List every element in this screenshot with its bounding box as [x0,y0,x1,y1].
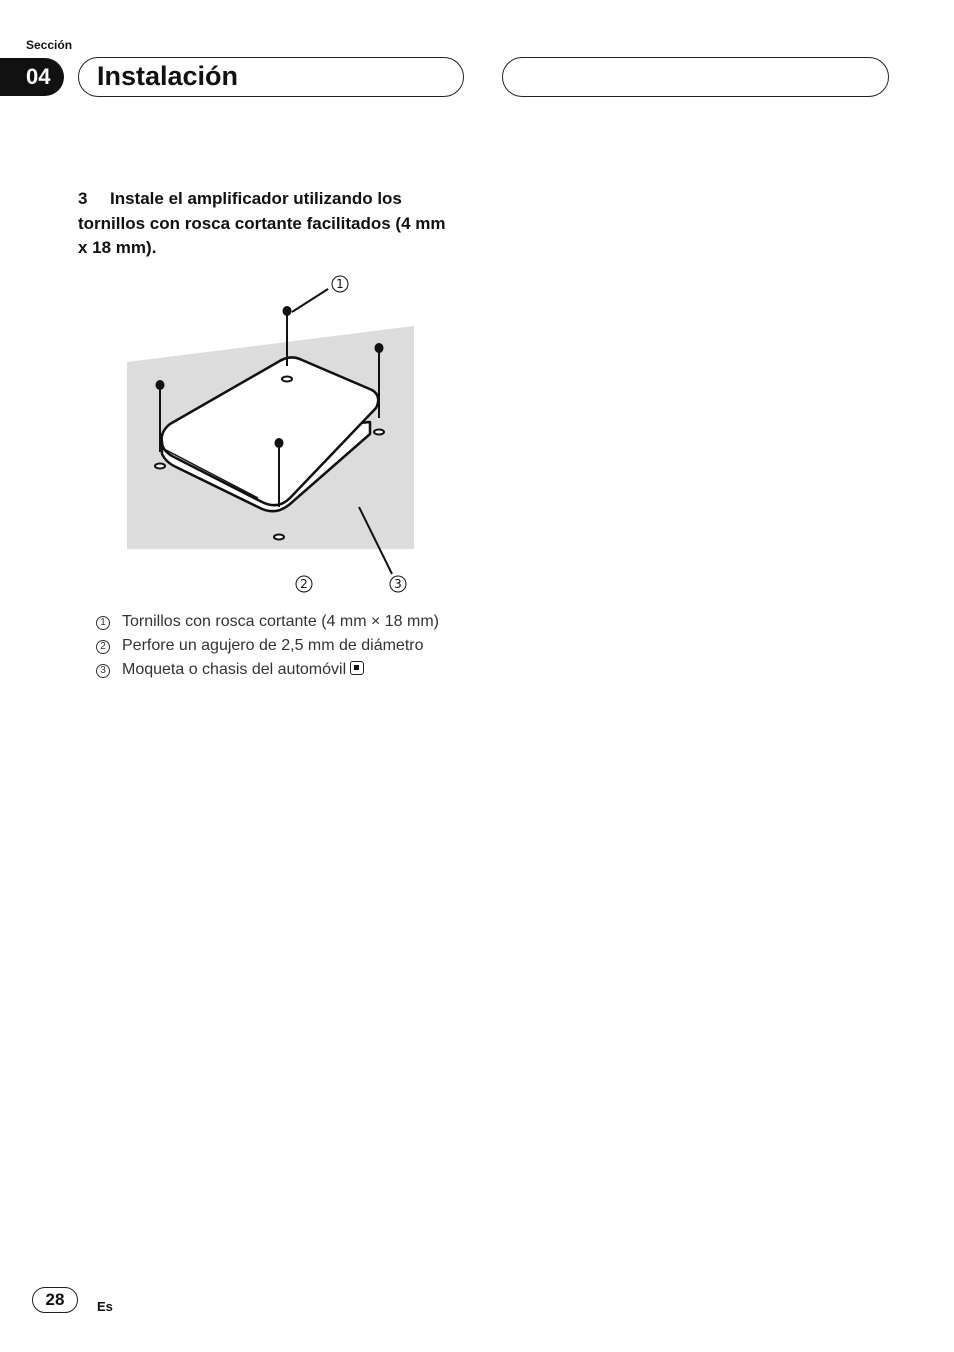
legend-item [96,658,466,682]
callout-2: 2 [300,577,308,591]
section-number: 04 [26,64,51,89]
step-text: Instale el amplificador utilizando los tornillos con rosca cortante facilitados (4 mm x 18 mm). [78,189,446,257]
step-number: 3 [78,189,88,208]
page-number-text: 28 [45,1290,65,1309]
legend-item [96,610,466,634]
step-instruction [78,187,458,261]
legend-text: Moqueta o chasis del automóvil [122,661,347,678]
callout-3: 3 [394,577,402,591]
legend-marker: 1 [96,616,110,630]
right-header-frame [502,57,889,97]
amplifier-installation-illustration [100,262,430,602]
legend-item [96,634,466,658]
legend-marker: 2 [96,640,110,654]
legend-marker: 3 [96,664,110,678]
callout-1: 1 [336,277,344,291]
language-code: Es [97,1299,113,1314]
section-number-tab [0,58,64,96]
end-of-section-icon [350,661,364,675]
section-label: Sección [26,38,73,52]
page-number [32,1287,78,1313]
figure-legend [96,610,466,682]
legend-text: Tornillos con rosca cortante (4 mm × 18 mm) [122,613,439,630]
page-title: Instalación [97,61,239,91]
legend-text: Perfore un agujero de 2,5 mm de diámetro [122,637,424,654]
